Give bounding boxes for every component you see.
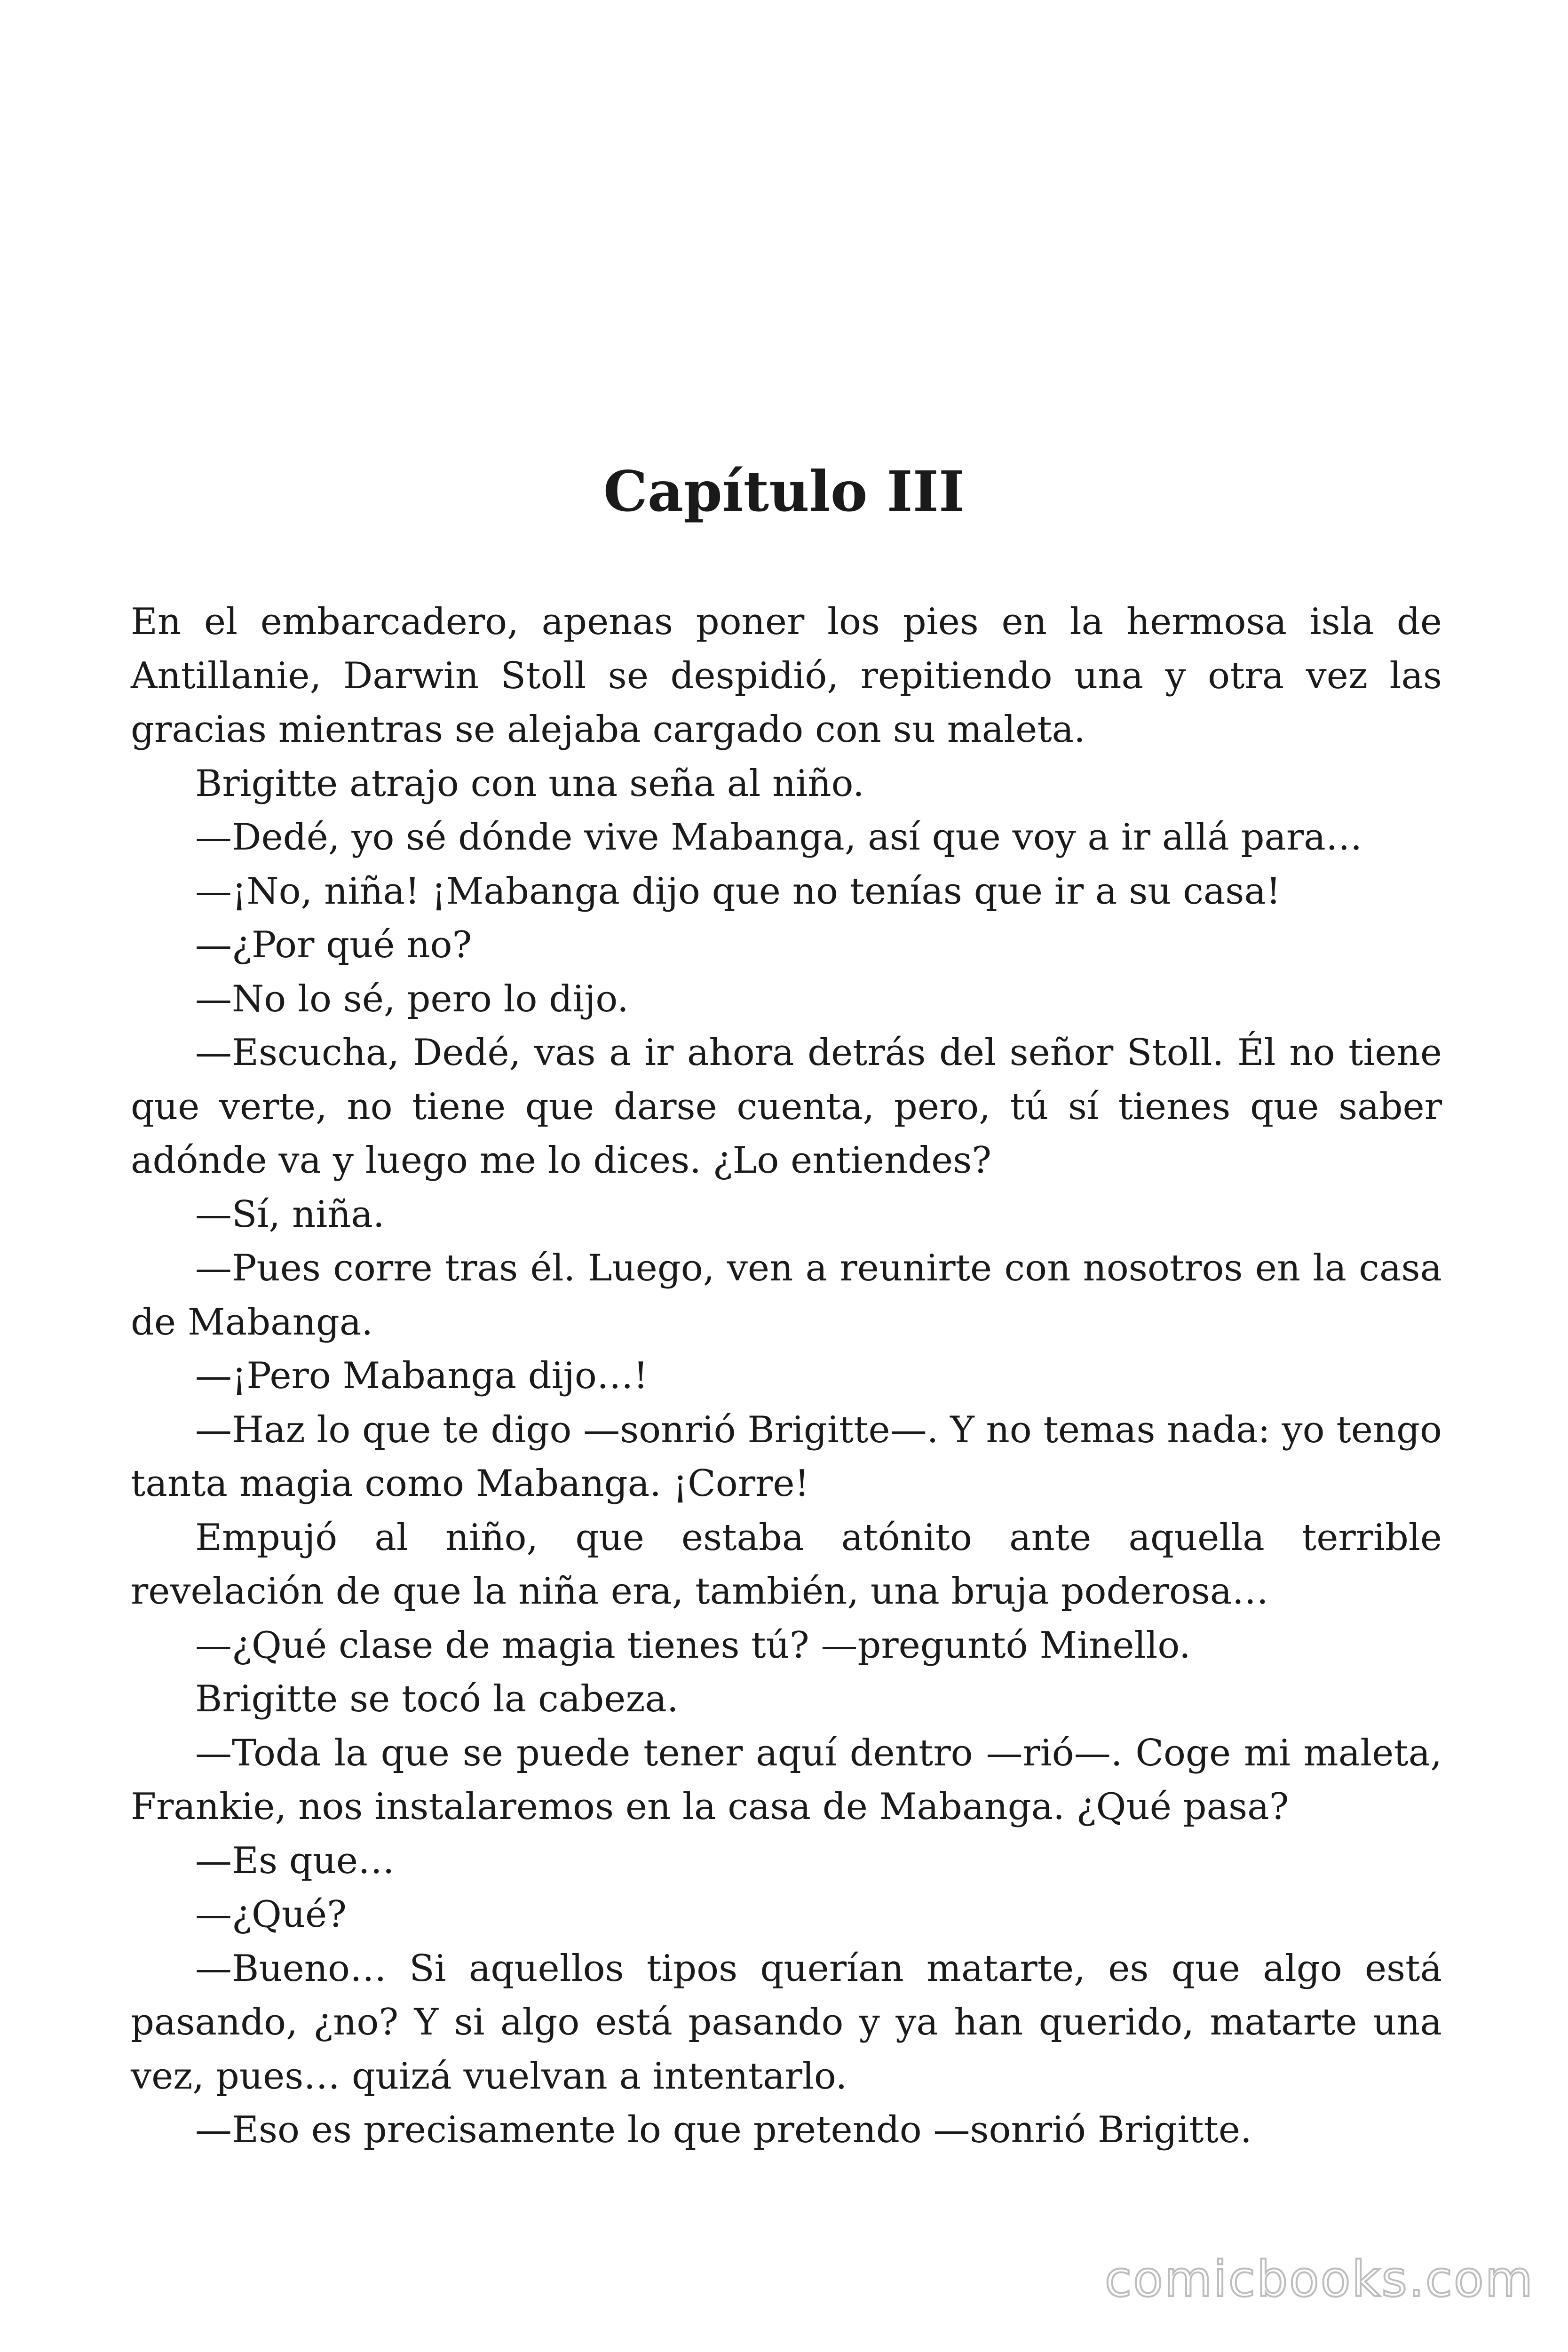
paragraph: —Sí, niña.: [195, 1193, 385, 1236]
paragraph: —Haz lo que te digo —sonrió Brigitte—. Y no temas nada: yo tengo tanta magia como Mabanga. ¡Corre!: [131, 1408, 1442, 1505]
paragraph: Brigitte se tocó la cabeza.: [195, 1678, 679, 1720]
watermark: comicbooks.com: [1104, 2250, 1534, 2308]
paragraph: —Dedé, yo sé dónde vive Mabanga, así que voy a ir allá para…: [195, 816, 1362, 858]
paragraph: Empujó al niño, que estaba atónito ante aquella terrible revelación de que la niña era, también, una bruja poderosa…: [131, 1516, 1442, 1613]
paragraph: —¿Qué clase de magia tienes tú? —preguntó Minello.: [195, 1624, 1191, 1667]
paragraph: —Pues corre tras él. Luego, ven a reunirte con nosotros en la casa de Mabanga.: [131, 1247, 1442, 1343]
paragraph: —Toda la que se puede tener aquí dentro —rió—. Coge mi maleta, Frankie, nos instalaremos en la casa de Mabanga. ¿Qué pasa?: [131, 1732, 1442, 1828]
paragraph: —Eso es precisamente lo que pretendo —sonrió Brigitte.: [195, 2109, 1252, 2151]
paragraph: En el embarcadero, apenas poner los pies en la hermosa isla de Antillanie, Darwin Stoll se despidió, repitiendo una y otra vez las gracias mientras se alejaba cargado con su maleta.: [131, 601, 1442, 751]
paragraph: —¡Pero Mabanga dijo…!: [195, 1355, 649, 1397]
chapter-body: [131, 595, 1442, 2157]
chapter-title: Capítulo III: [603, 459, 965, 524]
paragraph: —Es que…: [195, 1839, 395, 1882]
paragraph: —¡No, niña! ¡Mabanga dijo que no tenías que ir a su casa!: [195, 870, 1281, 913]
paragraph: —Bueno… Si aquellos tipos querían matarte, es que algo está pasando, ¿no? Y si algo está pasando y ya han querido, matarte una vez, pues… quizá vuelvan a intentarlo.: [131, 1947, 1442, 2098]
paragraph: —No lo sé, pero lo dijo.: [195, 977, 629, 1020]
paragraph: Brigitte atrajo con una seña al niño.: [195, 762, 864, 805]
paragraph: —¿Por qué no?: [195, 924, 472, 966]
paragraph: —¿Qué?: [195, 1893, 347, 1936]
paragraph: —Escucha, Dedé, vas a ir ahora detrás del señor Stoll. Él no tiene que verte, no tiene que darse cuenta, pero, tú sí tienes que saber adónde va y luego me lo dices. ¿Lo entiendes?: [131, 1032, 1442, 1182]
